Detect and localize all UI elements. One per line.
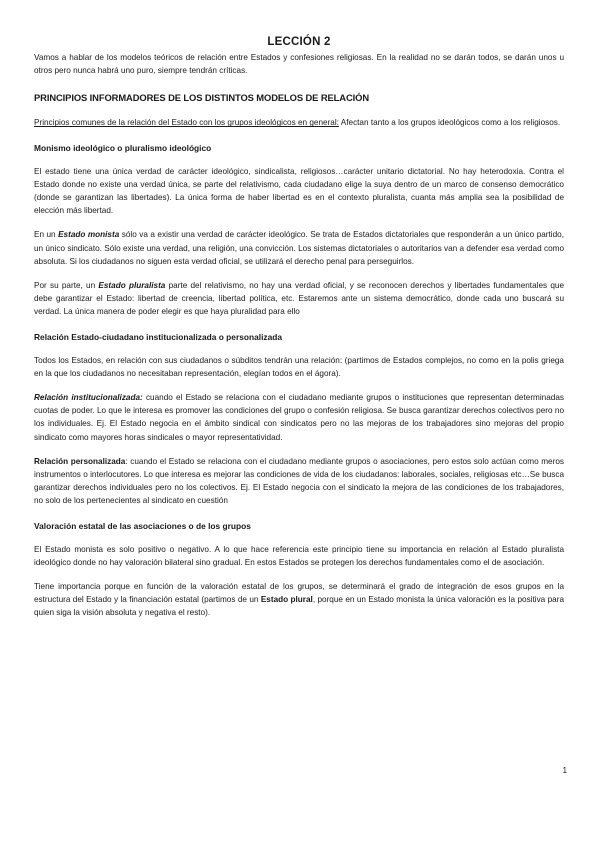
page-title: LECCIÓN 2 xyxy=(267,36,331,48)
relacion-institucionalizada-paragraph xyxy=(34,391,564,444)
relacion-paragraph-1: Todos los Estados, en relación con sus ciudadanos o súbditos tendrán una relación: (partimos de Estados complejos, no como en la polis griega en la que los ciudadanos no necesitaban representación, elegían todos en el ágora). xyxy=(34,355,564,378)
intro-paragraph: Vamos a hablar de los modelos teóricos de relación entre Estados y confesiones religiosas. En la realidad no se darán todos, se darán unos u otros pero nunca habrá uno puro, siempre tendrán críticas. xyxy=(34,53,564,76)
principios-text: Afectan tanto a los grupos ideológicos como a los religiosos. xyxy=(338,118,561,128)
monismo-paragraph-2 xyxy=(34,228,564,268)
term-estado-monista: Estado monista xyxy=(58,230,120,240)
section-heading: PRINCIPIOS INFORMADORES DE LOS DISTINTOS MODELOS DE RELACIÓN xyxy=(34,92,369,104)
valoracion-p2-lead: Tiene importancia porque en función de la valoración estatal de los grupos, se determinará el grado de integración de esos grupos en la estructura del Estado y la financiación estatal (partimos de un xyxy=(34,582,564,605)
monismo-p3-lead: Por su parte, un xyxy=(34,281,99,291)
term-relacion-personalizada: Relación personalizada xyxy=(34,456,126,466)
monismo-p2-lead: En un xyxy=(34,230,59,240)
relacion-pers-body: : cuando el Estado se relaciona con el ciudadano mediante grupos o asociaciones, pero estos solo actúan como meros instrumentos o interlocutores. Lo que interesa es mejorar las condiciones de vida de los ciudadanos: laborales, sociales, religiosas etc…Se busca garantizar derechos individuales pero no los colectivos. Ej. El Estado negocia con el sindicato la mejora de las condiciones de los trabajadores, no solo de los pertenecientes al sindicato en cuestión xyxy=(34,456,564,506)
monismo-paragraph-1: El estado tiene una única verdad de carácter ideológico, sindicalista, religiosos…carácter unitario dictatorial. No hay heterodoxia. Contra el Estado donde no existe una verdad única, se parte del relativismo, cada ciudadano elige la suya dentro de un marco de consenso democrático (donde se garantizan las libertades). La única forma de haber libertad es en el contexto pluralista, cuanta más amplia sea la posibilidad de elección más libertad. xyxy=(34,166,564,216)
principios-paragraph xyxy=(34,116,564,129)
valoracion-heading: Valoración estatal de las asociaciones o de los grupos xyxy=(34,520,251,531)
monismo-p2-body: sólo va a existir una verdad de carácter ideológico. Se trata de Estados dictatoriales que responderán a un único partido, un único sindicato. Sólo existe una verdad, una religión, una convicción. Los sistemas dictatoriales o autoritarios van a defender esa verdad como absoluta. Si los ciudadanos no siguen esta verdad oficial, se utilizará el derecho penal para perseguirlos. xyxy=(34,230,564,266)
monismo-heading: Monismo ideológico o pluralismo ideológico xyxy=(34,142,212,153)
document-page xyxy=(34,36,564,620)
monismo-p3-body: parte del relativismo, no hay una verdad oficial, y se reconocen derechos y libertades fundamentales que debe garantizar el Estado: libertad de creencia, libertad política, etc. Estaremos ante un sistema democrático, donde cada uno buscará su verdad. La única manera de poder elegir es que haya pluralidad para ello xyxy=(34,281,565,317)
relacion-personalizada-paragraph xyxy=(34,455,564,508)
term-estado-pluralista: Estado pluralista xyxy=(98,281,166,291)
term-estado-plural: Estado plural xyxy=(260,595,313,605)
relacion-inst-body: cuando el Estado se relaciona con el ciudadano mediante grupos o instituciones que representan determinadas cuotas de poder. Lo que le interesa es promover las condiciones del grupo o confesión religiosa. Se busca garantizar derechos colectivos pero no los individuales. Ej. El Estado negocia en el ámbito sindical con sindicatos pero no las mejoras de los trabajadores sino mejoras del propio sindicato como mayores horas sindicales o mayor representatividad. xyxy=(34,393,564,442)
term-relacion-institucionalizada: Relación institucionalizada: xyxy=(34,393,143,403)
valoracion-paragraph-1: El Estado monista es solo positivo o negativo. A lo que hace referencia este principio tiene su importancia en relación al Estado pluralista ideológico donde no hay valoración bilateral sino gradual. En estos Estados se protegen los derechos fundamentales como el de asociación. xyxy=(34,544,564,567)
relacion-heading: Relación Estado-ciudadano institucionalizada o personalizada xyxy=(34,331,283,342)
monismo-paragraph-3 xyxy=(34,279,564,319)
valoracion-paragraph-2 xyxy=(34,580,564,620)
valoracion-p2-body: , porque en un Estado monista la única valoración es la positiva para quien siga la visión absoluta y negativa el resto). xyxy=(34,595,564,618)
principios-label: Principios comunes de la relación del Estado con los grupos ideológicos en general: xyxy=(34,118,339,128)
page-number: 1 xyxy=(562,766,567,775)
